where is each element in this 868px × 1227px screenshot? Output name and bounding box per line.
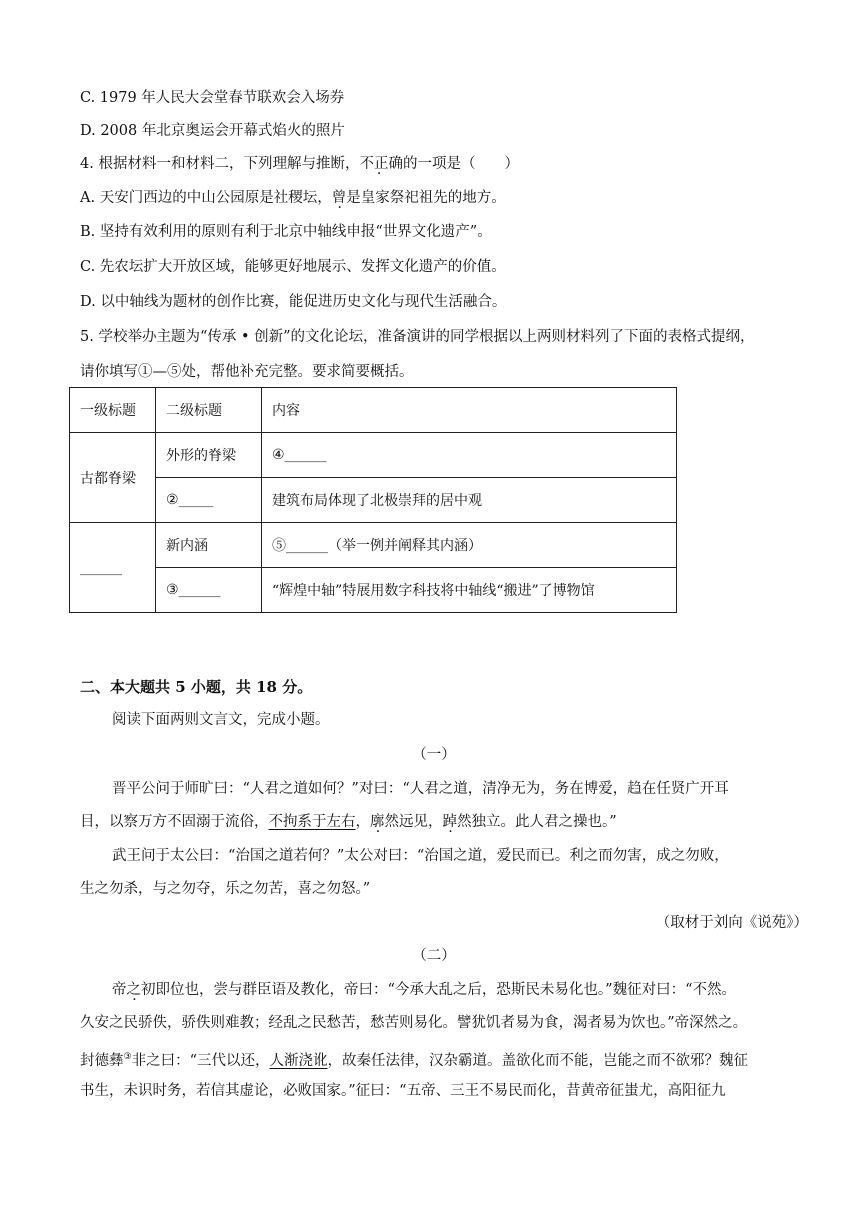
- p1-l2-pre: 目，以察万方不固溺于流俗，: [80, 814, 269, 830]
- group-1-title: 古都脊梁: [70, 433, 156, 523]
- p3-l3-post: ，故秦任法律，汉杂霸道。盖欲化而不能，岂能之而不欲邪？魏征: [327, 1052, 748, 1069]
- section-2-heading: 二、本大题共 5 小题，共 18 分。: [80, 678, 313, 696]
- passage-3-line-1: [112, 980, 736, 1000]
- header-level-1: 一级标题: [70, 388, 156, 433]
- question-4-option-b: B. 坚持有效利用的原则有利于北京中轴线申报“世界文化遗产”。: [80, 224, 492, 240]
- p3-l1-post: 初即位也，尝与群臣语及教化，帝曰：“今承大乱之后，恐斯民未易化也。”魏征对曰：“不然。: [141, 982, 736, 998]
- header-level-2: 二级标题: [156, 388, 262, 433]
- table-row: [70, 433, 677, 478]
- row-1-content: ④______: [262, 433, 677, 478]
- passage-3-line-2: 久安之民骄佚，骄佚则难教；经乱之民愁苦，愁苦则易化。譬犹饥者易为食，渴者易为饮也。”帝深然之。: [80, 1015, 748, 1031]
- table-row: [70, 568, 677, 613]
- question-5-line-2: 请你填写①—⑤处，帮他补充完整。要求简要概括。: [80, 364, 414, 380]
- passage-3-line-4: 书生，未识时务，若信其虚论，必败国家。”征曰：“五帝、三王不易民而化，昔黄帝征蚩尤，高阳征九: [80, 1083, 726, 1099]
- passage-2-line-1: 武王问于太公曰：“治国之道若何？”太公对曰：“治国之道，爱民而已。利之而勿害，成之勿败，: [112, 848, 729, 864]
- q4-a-pre: A. 天安门西边的中山公园原是社稷坛，: [80, 190, 332, 206]
- q4-stem-post: 的一项是（ ）: [402, 156, 519, 172]
- p1-dotted-char-2: 踔: [442, 814, 457, 830]
- p3-l3-mid: 非之曰：“三代以还，: [131, 1052, 270, 1069]
- option-c-previous: C. 1979 年人民大会堂春节联欢会入场券: [80, 90, 345, 106]
- table-header-row: [70, 388, 677, 433]
- group-2-title-blank: ______: [70, 523, 156, 613]
- header-content: 内容: [262, 388, 677, 433]
- p3-dotted-char: 之: [126, 982, 141, 998]
- row-2-subtitle-blank: ②_____: [156, 478, 262, 523]
- p1-underlined-phrase: 不拘系于左右: [268, 814, 356, 830]
- row-2-content: 建筑布局体现了北极崇拜的居中观: [262, 478, 677, 523]
- p1-l2-post: 然独立。此人君之操也。”: [457, 814, 617, 830]
- passage-2-line-2: 生之勿杀，与之勿夺，乐之勿苦，喜之勿怒。”: [80, 881, 371, 897]
- passage-source: （取材于刘向《说苑》）: [655, 915, 808, 931]
- passage-1-line-1: 晋平公问于师旷曰：“人君之道如何？”对曰：“人君之道，清净无为，务在博爱，趋在任贤广开耳: [112, 781, 729, 797]
- question-4-option-d: D. 以中轴线为题材的创作比赛，能促进历史文化与现代生活融合。: [80, 294, 507, 310]
- part-1-title: （一）: [412, 747, 456, 763]
- passage-1-line-2: [80, 812, 617, 832]
- table-row: [70, 478, 677, 523]
- p3-underlined-phrase: 人渐浇讹: [269, 1052, 328, 1069]
- passage-3-line-3: [80, 1047, 748, 1071]
- question-4-stem: [80, 154, 519, 174]
- p1-dotted-char-1: 廓: [370, 814, 385, 830]
- section-2-intro: 阅读下面两则文言文，完成小题。: [112, 712, 330, 728]
- p1-l2-mid1: ，: [355, 814, 370, 830]
- p3-l3-pre: 封德彝: [80, 1052, 124, 1069]
- row-3-subtitle: 新内涵: [156, 523, 262, 568]
- q4-a-post: 是皇家祭祀祖先的地方。: [346, 190, 506, 206]
- question-5-line-1: 5. 学校举办主题为“传承 • 创新”的文化论坛，准备演讲的同学根据以上两则材料列了下面的表格式提纲，: [80, 329, 755, 345]
- row-3-content: ⑤______（举一例并阐释其内涵）: [262, 523, 677, 568]
- row-1-subtitle: 外形的脊梁: [156, 433, 262, 478]
- question-4-option-c: C. 先农坛扩大开放区域，能够更好地展示、发挥文化遗产的价值。: [80, 259, 506, 275]
- p3-footnote-mark: ③: [123, 1052, 132, 1062]
- outline-table: [69, 387, 677, 613]
- part-2-title: （二）: [412, 948, 456, 964]
- q4-stem-emphasis: 不正确: [359, 156, 403, 172]
- row-4-content: “辉煌中轴”特展用数字科技将中轴线“搬进”了博物馆: [262, 568, 677, 613]
- q4-stem-pre: 4. 根据材料一和材料二，下列理解与推断，: [80, 156, 360, 172]
- p1-l2-mid2: 然远见，: [384, 814, 443, 830]
- q4-a-emphasis: 曾: [331, 190, 347, 206]
- row-4-subtitle-blank: ③______: [156, 568, 262, 613]
- option-d-previous: D. 2008 年北京奥运会开幕式焰火的照片: [80, 123, 345, 139]
- question-4-option-a: [80, 188, 506, 208]
- table-row: [70, 523, 677, 568]
- p3-l1-pre: 帝: [112, 982, 127, 998]
